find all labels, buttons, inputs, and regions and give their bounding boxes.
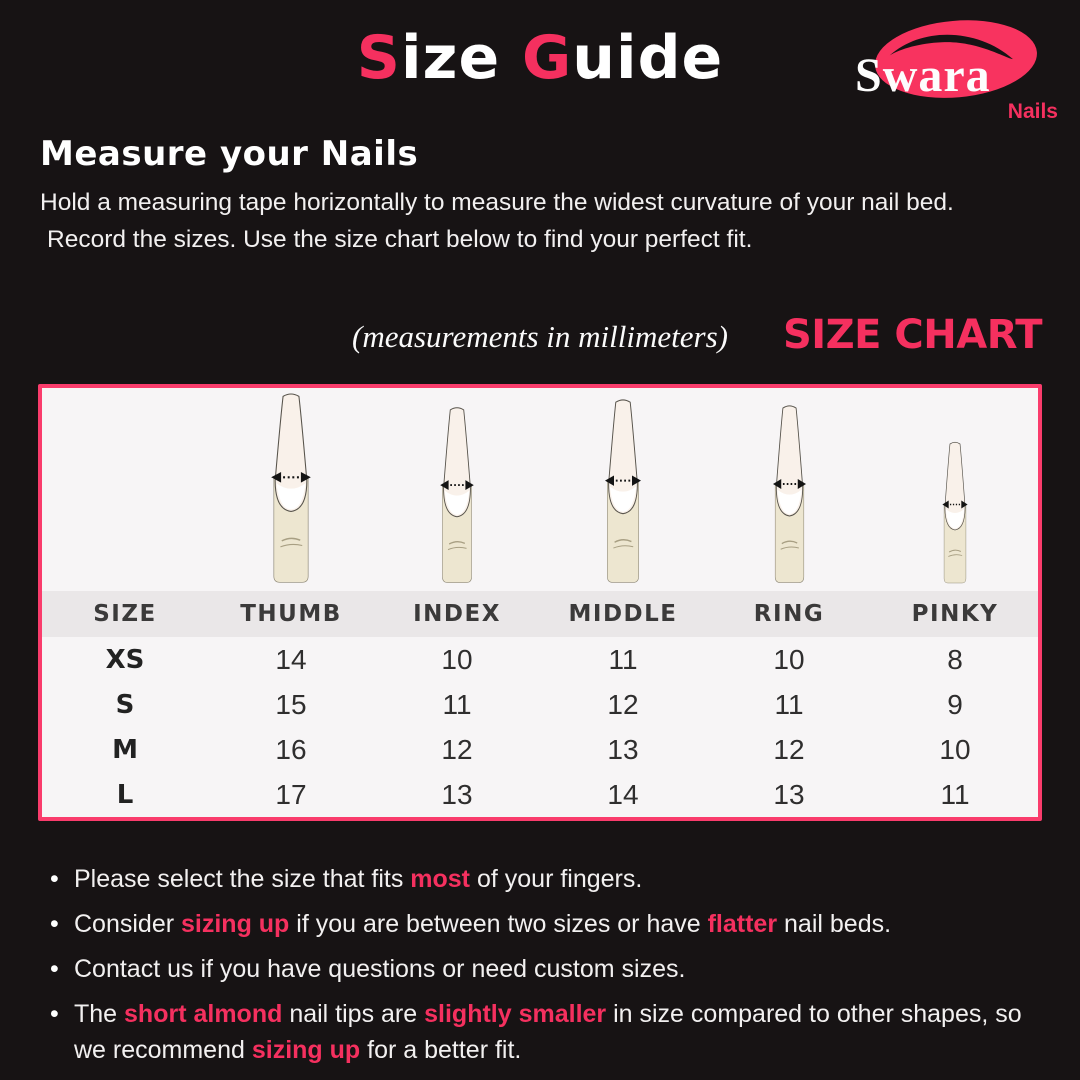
size-label: XS (105, 644, 145, 675)
header (0, 0, 1080, 123)
highlighted-text: flatter (707, 910, 778, 938)
size-value: 11 (940, 778, 970, 810)
size-value: 11 (442, 688, 472, 720)
size-table-header-row (42, 591, 1038, 637)
size-value: 11 (774, 688, 804, 720)
size-value: 12 (607, 688, 639, 720)
brand-subtitle: Nails (1007, 100, 1058, 123)
title-letter: S (356, 23, 401, 93)
note-item: • Please select the size that fits most of your fingers. (44, 861, 1040, 897)
measurement-unit-note: (measurements in millimeters) (352, 319, 728, 354)
size-value: 12 (773, 733, 805, 765)
column-header-middle: MIDDLE (568, 601, 678, 627)
size-value: 13 (441, 778, 473, 810)
size-value: 10 (939, 733, 971, 765)
size-value: 14 (275, 643, 307, 675)
measure-section (40, 134, 1040, 258)
size-row-xs (42, 637, 1038, 682)
size-row-m (42, 727, 1038, 772)
column-header-thumb: THUMB (240, 601, 342, 627)
nail-illustration-ring (762, 403, 817, 585)
size-row-s (42, 682, 1038, 727)
measure-instructions: Hold a measuring tape horizontally to measure the widest curvature of your nail bed. Record the sizes. Use the size chart below to find your perfect fit. (40, 189, 954, 253)
size-value: 10 (773, 643, 805, 675)
size-value: 9 (947, 688, 963, 720)
size-label: M (112, 734, 138, 765)
size-label: S (115, 689, 135, 720)
brand-name: Swara (855, 49, 991, 102)
column-header-ring: RING (753, 601, 825, 627)
column-header-pinky: PINKY (911, 601, 999, 627)
size-chart-title: SIZE CHART (782, 312, 1042, 358)
size-chart-panel (38, 384, 1042, 821)
page-title: Size Guide (356, 23, 724, 93)
note-item: • Contact us if you have questions or need custom sizes. (44, 951, 1040, 987)
size-value: 10 (441, 643, 473, 675)
size-value: 15 (275, 688, 307, 720)
size-value: 13 (607, 733, 639, 765)
column-header-size: SIZE (93, 601, 157, 627)
column-header-index: INDEX (413, 601, 501, 627)
nail-illustrations (42, 388, 1038, 591)
size-value: 12 (441, 733, 473, 765)
size-value: 8 (947, 643, 963, 675)
nail-illustration-thumb (258, 391, 324, 585)
nail-illustration-pinky (934, 440, 976, 585)
measure-heading: Measure your Nails (40, 134, 419, 174)
note-item: • The short almond nail tips are slightly smaller in size compared to other shapes, so we recommend sizing up for a better fit. (44, 996, 1040, 1068)
note-item: • Consider sizing up if you are between two sizes or have flatter nail beds. (44, 906, 1040, 942)
size-value: 17 (275, 778, 307, 810)
nail-illustration-middle (593, 397, 653, 585)
brand-logo (853, 14, 1058, 126)
nail-illustration-index (429, 405, 485, 585)
highlighted-text: sizing up (251, 1036, 361, 1064)
title-letter: G (522, 23, 573, 93)
size-row-l (42, 772, 1038, 817)
size-value: 11 (608, 643, 638, 675)
size-label: L (116, 779, 134, 810)
notes-list (44, 861, 1040, 1068)
size-value: 13 (773, 778, 805, 810)
size-value: 14 (607, 778, 639, 810)
highlighted-text: most (410, 865, 471, 893)
size-value: 16 (275, 733, 307, 765)
chart-caption-row (0, 314, 1080, 362)
highlighted-text: sizing up (181, 910, 290, 938)
highlighted-text: slightly smaller (424, 1000, 607, 1028)
size-table-body (42, 637, 1038, 817)
highlighted-text: short almond (124, 1000, 283, 1028)
